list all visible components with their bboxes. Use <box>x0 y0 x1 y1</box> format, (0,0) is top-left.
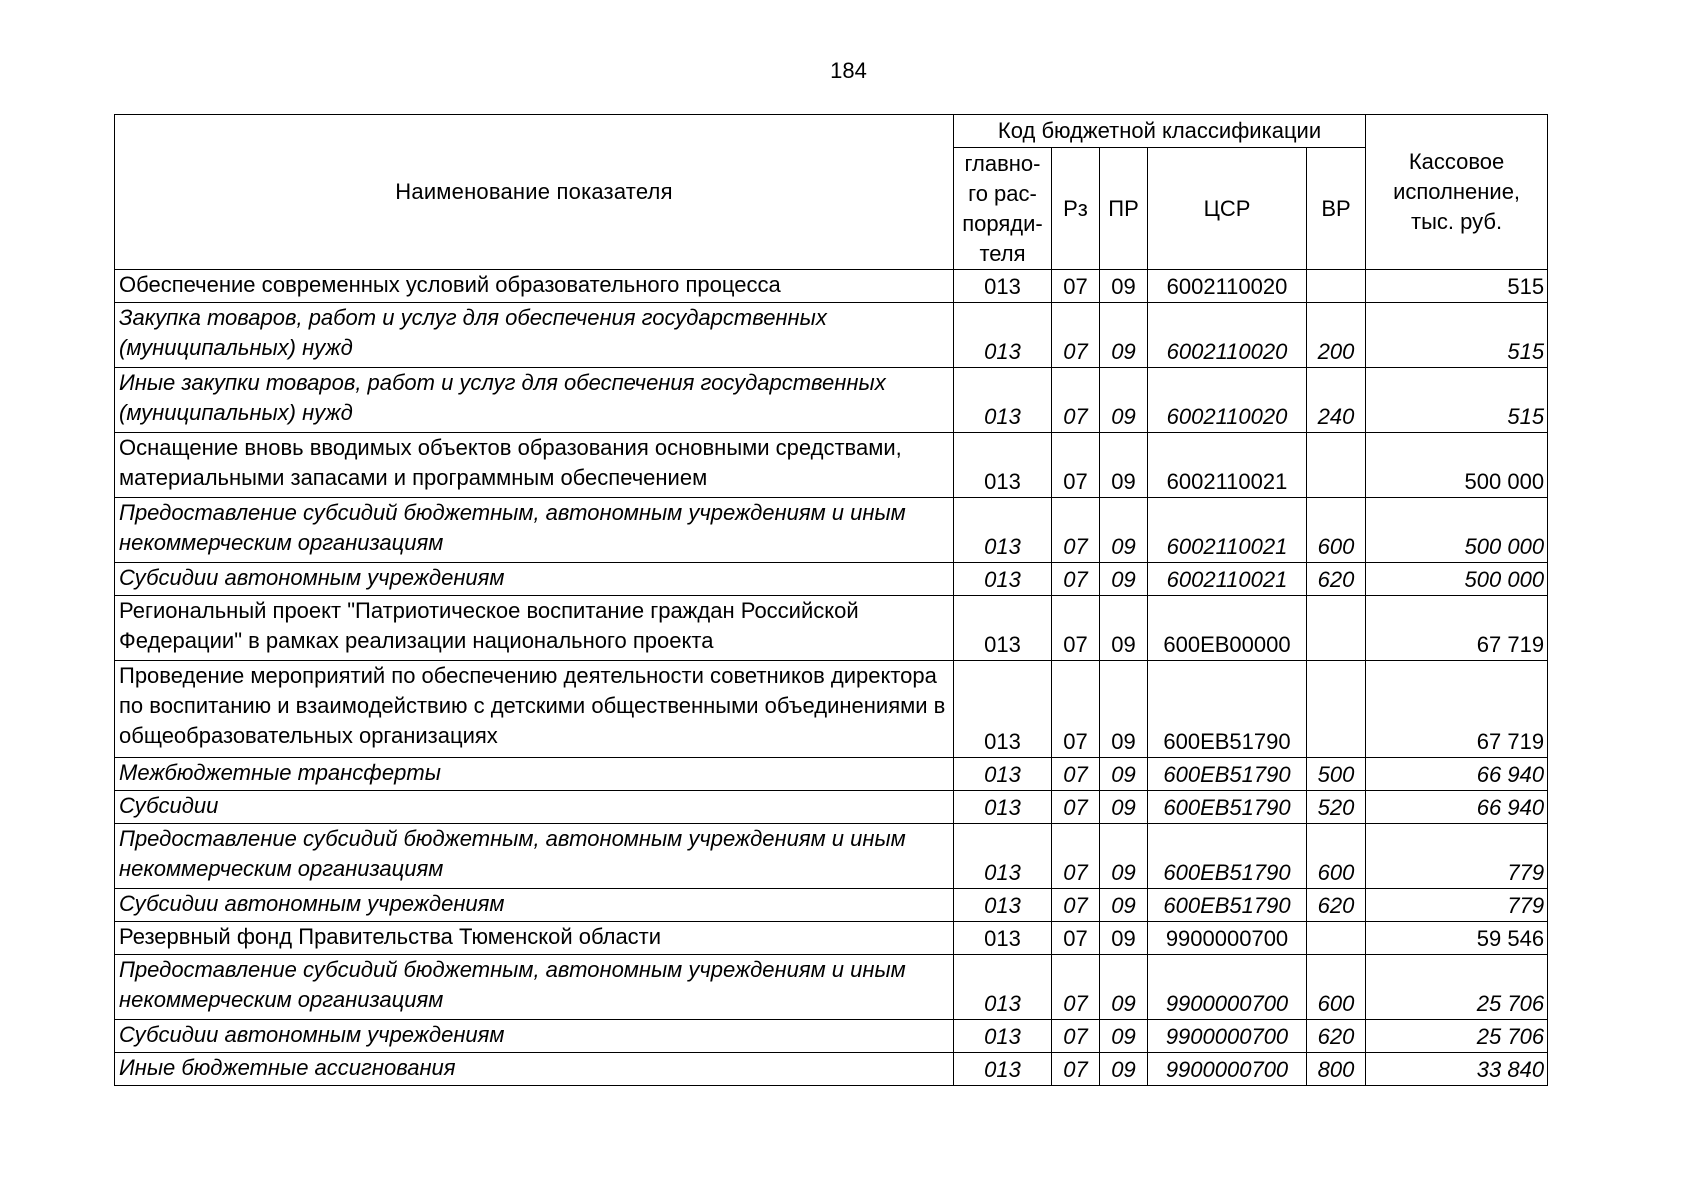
budget-table <box>114 114 1548 1086</box>
row-pr: 09 <box>1100 824 1148 889</box>
row-glavny: 013 <box>954 1053 1052 1086</box>
row-vr <box>1307 922 1366 955</box>
row-vr: 600 <box>1307 955 1366 1020</box>
row-rz: 07 <box>1052 303 1100 368</box>
row-pr: 09 <box>1100 791 1148 824</box>
row-glavny: 013 <box>954 1020 1052 1053</box>
row-csr: 600EB00000 <box>1148 596 1307 661</box>
header-budget-code-group: Код бюджетной классификации <box>954 115 1366 148</box>
table-header <box>115 115 1548 270</box>
row-pr: 09 <box>1100 270 1148 303</box>
row-rz: 07 <box>1052 922 1100 955</box>
row-amount: 67 719 <box>1366 661 1548 758</box>
row-rz: 07 <box>1052 270 1100 303</box>
row-csr: 600EB51790 <box>1148 889 1307 922</box>
row-pr: 09 <box>1100 1020 1148 1053</box>
row-csr: 6002110021 <box>1148 433 1307 498</box>
row-pr: 09 <box>1100 596 1148 661</box>
row-csr: 6002110021 <box>1148 498 1307 563</box>
row-vr: 600 <box>1307 824 1366 889</box>
row-csr: 6002110020 <box>1148 270 1307 303</box>
row-name: Субсидии автономным учреждениям <box>115 889 954 922</box>
row-csr: 600EB51790 <box>1148 661 1307 758</box>
row-vr <box>1307 270 1366 303</box>
row-rz: 07 <box>1052 368 1100 433</box>
row-vr: 240 <box>1307 368 1366 433</box>
row-vr: 800 <box>1307 1053 1366 1086</box>
table-row <box>115 498 1548 563</box>
row-pr: 09 <box>1100 758 1148 791</box>
row-glavny: 013 <box>954 433 1052 498</box>
table-row <box>115 1053 1548 1086</box>
table-row <box>115 433 1548 498</box>
row-glavny: 013 <box>954 922 1052 955</box>
row-glavny: 013 <box>954 661 1052 758</box>
row-name: Предоставление субсидий бюджетным, автономным учреждениям и иным некоммерческим организациям <box>115 824 954 889</box>
row-amount: 779 <box>1366 824 1548 889</box>
row-pr: 09 <box>1100 889 1148 922</box>
row-pr: 09 <box>1100 661 1148 758</box>
row-csr: 9900000700 <box>1148 1020 1307 1053</box>
row-amount: 33 840 <box>1366 1053 1548 1086</box>
row-amount: 500 000 <box>1366 433 1548 498</box>
row-csr: 6002110021 <box>1148 563 1307 596</box>
row-name: Иные бюджетные ассигнования <box>115 1053 954 1086</box>
row-vr <box>1307 433 1366 498</box>
table-row <box>115 303 1548 368</box>
row-pr: 09 <box>1100 955 1148 1020</box>
row-name: Субсидии автономным учреждениям <box>115 1020 954 1053</box>
row-vr <box>1307 661 1366 758</box>
row-name: Субсидии <box>115 791 954 824</box>
row-name: Закупка товаров, работ и услуг для обеспечения государственных (муниципальных) нужд <box>115 303 954 368</box>
row-pr: 09 <box>1100 498 1148 563</box>
header-name: Наименование показателя <box>115 115 954 270</box>
table-row <box>115 596 1548 661</box>
row-name: Субсидии автономным учреждениям <box>115 563 954 596</box>
row-csr: 9900000700 <box>1148 922 1307 955</box>
row-name: Проведение мероприятий по обеспечению деятельности советников директора по воспитанию и взаимодействию с детскими общественными объединениями в общеобразовательных организациях <box>115 661 954 758</box>
row-amount: 25 706 <box>1366 1020 1548 1053</box>
row-amount: 515 <box>1366 368 1548 433</box>
row-amount: 500 000 <box>1366 498 1548 563</box>
row-glavny: 013 <box>954 368 1052 433</box>
row-rz: 07 <box>1052 596 1100 661</box>
row-glavny: 013 <box>954 270 1052 303</box>
row-amount: 66 940 <box>1366 791 1548 824</box>
header-pr: ПР <box>1100 148 1148 270</box>
table-row <box>115 758 1548 791</box>
row-amount: 66 940 <box>1366 758 1548 791</box>
row-csr: 6002110020 <box>1148 368 1307 433</box>
row-csr: 600EB51790 <box>1148 791 1307 824</box>
header-glavny: главно- го рас- поряди- теля <box>954 148 1052 270</box>
header-amount: Кассовое исполнение, тыс. руб. <box>1366 115 1548 270</box>
row-rz: 07 <box>1052 824 1100 889</box>
row-rz: 07 <box>1052 791 1100 824</box>
row-name: Резервный фонд Правительства Тюменской области <box>115 922 954 955</box>
table-body <box>115 270 1548 1086</box>
row-rz: 07 <box>1052 1020 1100 1053</box>
row-csr: 9900000700 <box>1148 955 1307 1020</box>
table-row <box>115 270 1548 303</box>
row-rz: 07 <box>1052 758 1100 791</box>
row-csr: 600EB51790 <box>1148 824 1307 889</box>
row-amount: 500 000 <box>1366 563 1548 596</box>
row-vr: 520 <box>1307 791 1366 824</box>
row-vr: 620 <box>1307 1020 1366 1053</box>
table-row <box>115 661 1548 758</box>
row-rz: 07 <box>1052 955 1100 1020</box>
row-rz: 07 <box>1052 1053 1100 1086</box>
header-rz: Рз <box>1052 148 1100 270</box>
row-pr: 09 <box>1100 922 1148 955</box>
row-pr: 09 <box>1100 303 1148 368</box>
row-vr: 500 <box>1307 758 1366 791</box>
row-vr: 200 <box>1307 303 1366 368</box>
row-csr: 9900000700 <box>1148 1053 1307 1086</box>
page-number: 184 <box>830 58 867 83</box>
row-glavny: 013 <box>954 303 1052 368</box>
row-amount: 67 719 <box>1366 596 1548 661</box>
row-pr: 09 <box>1100 433 1148 498</box>
row-rz: 07 <box>1052 889 1100 922</box>
row-pr: 09 <box>1100 368 1148 433</box>
header-vr: ВР <box>1307 148 1366 270</box>
row-glavny: 013 <box>954 955 1052 1020</box>
table-row <box>115 889 1548 922</box>
row-name: Региональный проект "Патриотическое воспитание граждан Российской Федерации" в рамках реализации национального проекта <box>115 596 954 661</box>
row-rz: 07 <box>1052 661 1100 758</box>
row-glavny: 013 <box>954 824 1052 889</box>
row-amount: 59 546 <box>1366 922 1548 955</box>
table-row <box>115 955 1548 1020</box>
row-glavny: 013 <box>954 889 1052 922</box>
row-amount: 515 <box>1366 270 1548 303</box>
row-amount: 515 <box>1366 303 1548 368</box>
table-row <box>115 1020 1548 1053</box>
row-name: Оснащение вновь вводимых объектов образования основными средствами, материальными запасами и программным обеспечением <box>115 433 954 498</box>
row-name: Предоставление субсидий бюджетным, автономным учреждениям и иным некоммерческим организациям <box>115 955 954 1020</box>
row-csr: 6002110020 <box>1148 303 1307 368</box>
row-name: Обеспечение современных условий образовательного процесса <box>115 270 954 303</box>
row-vr: 620 <box>1307 889 1366 922</box>
row-name: Предоставление субсидий бюджетным, автономным учреждениям и иным некоммерческим организациям <box>115 498 954 563</box>
row-csr: 600EB51790 <box>1148 758 1307 791</box>
row-vr <box>1307 596 1366 661</box>
row-rz: 07 <box>1052 498 1100 563</box>
row-rz: 07 <box>1052 433 1100 498</box>
row-vr: 620 <box>1307 563 1366 596</box>
header-csr: ЦСР <box>1148 148 1307 270</box>
row-amount: 25 706 <box>1366 955 1548 1020</box>
row-glavny: 013 <box>954 563 1052 596</box>
table-row <box>115 824 1548 889</box>
table-row <box>115 368 1548 433</box>
table-row <box>115 922 1548 955</box>
row-glavny: 013 <box>954 596 1052 661</box>
table-row <box>115 791 1548 824</box>
row-glavny: 013 <box>954 791 1052 824</box>
row-name: Иные закупки товаров, работ и услуг для обеспечения государственных (муниципальных) нужд <box>115 368 954 433</box>
row-pr: 09 <box>1100 563 1148 596</box>
row-glavny: 013 <box>954 758 1052 791</box>
row-name: Межбюджетные трансферты <box>115 758 954 791</box>
table-row <box>115 563 1548 596</box>
row-glavny: 013 <box>954 498 1052 563</box>
row-vr: 600 <box>1307 498 1366 563</box>
row-rz: 07 <box>1052 563 1100 596</box>
row-amount: 779 <box>1366 889 1548 922</box>
row-pr: 09 <box>1100 1053 1148 1086</box>
